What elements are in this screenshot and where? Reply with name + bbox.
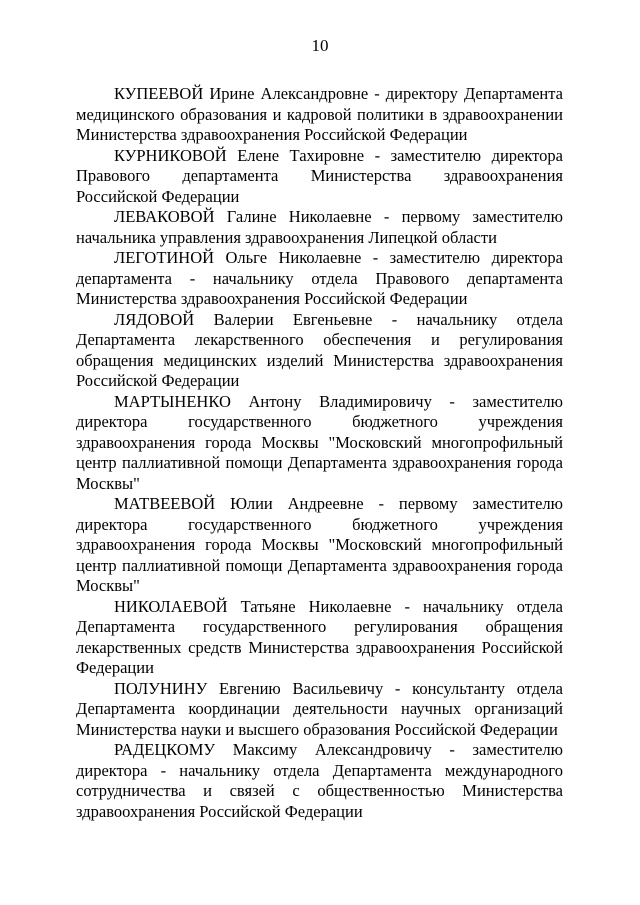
list-item: КУПЕЕВОЙ Ирине Александровне - директору Департамента медицинского образования и кадровой политики в здравоохранении Министерства здравоохранения Российской Федерации — [76, 84, 563, 144]
list-item: КУРНИКОВОЙ Елене Тахировне - заместителю директора Правового департамента Министерства здравоохранения Российской Федерации — [76, 145, 563, 206]
list-item: ПОЛУНИНУ Евгению Васильевичу - консультанту отдела Департамента координации деятельности научных организаций Министерства науки и высшего образования Российской Федерации — [76, 678, 563, 739]
list-item: НИКОЛАЕВОЙ Татьяне Николаевне - начальнику отдела Департамента государственного регулирования обращения лекарственных средств Министерства здравоохранения Российской Федерации — [76, 596, 563, 677]
list-item: ЛЕВАКОВОЙ Галине Николаевне - первому заместителю начальника управления здравоохранения Липецкой области — [76, 207, 563, 247]
award-list — [76, 84, 563, 822]
list-item: РАДЕЦКОМУ Максиму Александровичу - заместителю директора - начальнику отдела Департамента международного сотрудничества и связей с общественностью Министерства здравоохранения Российской Федерации — [76, 740, 563, 821]
page-number: 10 — [311, 36, 329, 55]
list-item: МАРТЫНЕНКО Антону Владимировичу - заместителю директора государственного бюджетного учреждения здравоохранения города Москвы "Московский многопрофильный центр паллиативной помощи Департамента здравоохранения города Москвы" — [76, 391, 563, 493]
list-item: ЛЯДОВОЙ Валерии Евгеньевне - начальнику отдела Департамента лекарственного обеспечения и регулирования обращения медицинских изделий Министерства здравоохранения Российской Федерации — [76, 309, 563, 390]
list-item: ЛЕГОТИНОЙ Ольге Николаевне - заместителю директора департамента - начальнику отдела Правового департамента Министерства здравоохранения Российской Федерации — [76, 248, 563, 308]
list-item: МАТВЕЕВОЙ Юлии Андреевне - первому заместителю директора государственного бюджетного учреждения здравоохранения города Москвы "Московский многопрофильный центр паллиативной помощи Департамента здравоохранения города Москвы" — [76, 494, 563, 595]
